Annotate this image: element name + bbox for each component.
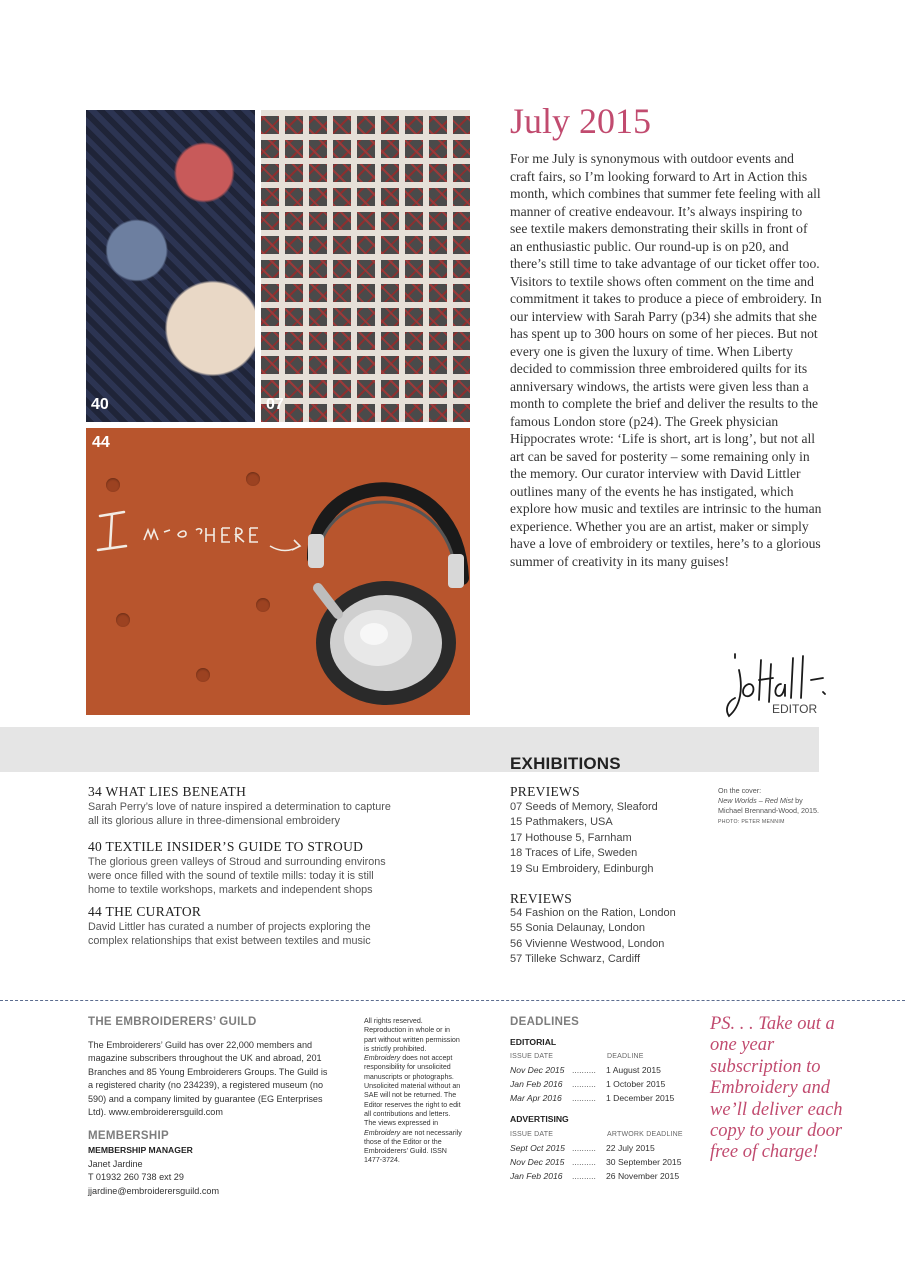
exhibitions-heading: EXHIBITIONS <box>510 754 621 773</box>
issue-date-header: ISSUE DATE <box>510 1131 554 1138</box>
issue-date: Mar Apr 2016 <box>510 1093 562 1103</box>
subscription-promo[interactable]: PS. . . Take out a one year subscription to Embroidery and we’ll deliver each copy to your door free of charge! <box>710 1014 843 1163</box>
issue-date: Nov Dec 2015 <box>510 1157 565 1167</box>
feature-desc: all its glorious allure in three-dimensional embroidery <box>88 815 341 827</box>
membership-heading: MEMBERSHIP <box>88 1130 169 1142</box>
deadline-date: 1 August 2015 <box>606 1065 661 1075</box>
rights-text: are not necessarily those of the Editor or the Embroiderers’ Guild. ISSN 1477-3724. <box>364 1128 462 1165</box>
issue-date-header: ISSUE DATE <box>510 1053 554 1060</box>
feature-desc: Sarah Perry’s love of nature inspired a determination to capture <box>88 801 391 813</box>
contact-name: Janet Jardine <box>88 1159 143 1169</box>
cover-label: On the cover: <box>718 786 762 795</box>
list-item[interactable]: 15 Pathmakers, USA <box>510 816 613 829</box>
deadline-date: 22 July 2015 <box>606 1143 655 1153</box>
advertising-deadlines-label: ADVERTISING <box>510 1114 569 1124</box>
issue-date: Jan Feb 2016 <box>510 1171 563 1181</box>
editorial-deadlines-label: EDITORIAL <box>510 1037 557 1047</box>
list-item[interactable]: 54 Fashion on the Ration, London <box>510 907 676 919</box>
page-number-label: 07 <box>266 396 284 413</box>
feature-title: 44 THE CURATOR <box>88 904 202 919</box>
editorial-body: For me July is synonymous with outdoor events and craft fairs, so I’m looking forward to Art in Action this month, which combines that summer fete feeling with all manner of creative endeavour. It’s always inspiring to see textile makers demonstrating their skills in front of an enthusiastic public. Our round-up is on p20, and there’s still time to take advantage of our ticket offer too. Visitors to textile shows often comment on the time and commitment it takes to produce a piece of embroidery. In our interview with Sarah Parry (p34) she admits that she has spent up to 300 hours on some of her pieces. But not every one is given the luxury of time. When Liberty decided to commission three embroidered quilts for its anniversary windows, the artists were given less than a month to complete the brief and deliver the results to the famous London store (p24). The Greek physician Hippocrates wrote: ‘Life is short, art is long’, but not all art can be saved for posterity – some remaining only in the memory. Our curator interview with David Littler outlines many of the events he has instigated, which explore how music and textiles are intrinsic to the human experience. Whether you are an artist, maker or simply have a love of embroidery or textiles, here’s to a glorious summer of creativity in its many guises! <box>510 151 822 569</box>
cover-work: New Worlds – Red Mist <box>718 796 794 805</box>
previews-heading: PREVIEWS <box>510 784 580 799</box>
list-item[interactable]: 17 Hothouse 5, Farnham <box>510 831 632 844</box>
membership-subheading: MEMBERSHIP MANAGER <box>88 1145 193 1155</box>
deadlines-heading: DEADLINES <box>510 1016 580 1028</box>
contact-phone: T 01932 260 738 ext 29 <box>88 1172 184 1183</box>
cover-photo-embroidered-bags <box>86 110 255 422</box>
list-item[interactable]: 55 Sonia Delaunay, London <box>510 922 645 935</box>
issue-date: Jan Feb 2016 <box>510 1079 563 1089</box>
deadline-row: Nov Dec 2015 .......... 1 August 2015 <box>510 1065 661 1075</box>
cover-photo-credit: PHOTO: PETER MENNIM <box>718 819 785 825</box>
reviews-heading: REVIEWS <box>510 891 573 906</box>
page-number-label: 40 <box>91 396 109 413</box>
feature-desc: were once filled with the sound of textile mills: today it is still <box>88 870 374 882</box>
magazine-name: Embroidery <box>364 1128 401 1137</box>
list-item[interactable]: 57 Tilleke Schwarz, Cardiff <box>510 953 641 966</box>
reviews-list <box>510 906 676 968</box>
deadline-date: 26 November 2015 <box>606 1171 680 1181</box>
feature-item[interactable] <box>88 784 428 828</box>
list-item[interactable]: 18 Traces of Life, Sweden <box>510 847 638 860</box>
guild-body: The Embroiderers’ Guild has over 22,000 members and magazine subscribers throughout the UK and abroad, 201 Branches and 85 Young Embroiderers Groups. The Guild is a registered charity (no 234239), a registered museum (no 590) and a company limited by guarantee (EG Enterprises Ltd). www.embroiderersguild.com <box>88 1040 328 1118</box>
deadline-row: Mar Apr 2016 .......... 1 December 2015 <box>510 1093 675 1103</box>
deadline-header: DEADLINE <box>607 1053 644 1060</box>
feature-title: 40 TEXTILE INSIDER’S GUIDE TO STROUD <box>88 839 364 854</box>
rights-notice <box>364 1017 464 1166</box>
list-item[interactable]: 19 Su Embroidery, Edinburgh <box>510 862 654 875</box>
deadline-row: Sept Oct 2015 .......... 22 July 2015 <box>510 1143 655 1153</box>
editor-role: EDITOR <box>772 702 818 716</box>
deadline-date: 1 October 2015 <box>606 1079 666 1089</box>
feature-desc: home to textile workshops, markets and independent shops <box>88 884 373 896</box>
feature-desc: David Littler has curated a number of projects exploring the <box>88 921 371 933</box>
contact-email[interactable]: jjardine@embroiderersguild.com <box>88 1185 220 1196</box>
membership-contact <box>88 1158 219 1198</box>
previews-list <box>510 800 658 877</box>
deadline-row: Jan Feb 2016 .......... 26 November 2015 <box>510 1171 680 1181</box>
magazine-name: Embroidery <box>364 1054 401 1063</box>
photo-lattice-embroidery <box>261 110 470 422</box>
page-number-label: 44 <box>92 434 110 451</box>
deadline-date: 30 September 2015 <box>606 1157 682 1167</box>
issue-date: Sept Oct 2015 <box>510 1143 565 1153</box>
editorial-title: July 2015 <box>510 101 652 141</box>
feature-item[interactable] <box>88 839 428 897</box>
list-item[interactable]: 56 Vivienne Westwood, London <box>510 937 665 950</box>
deadline-row: Jan Feb 2016 .......... 1 October 2015 <box>510 1079 666 1089</box>
rights-text: does not accept responsibility for unsolicited manuscripts or photographs. Unsolicited material without an SAE will not be returned. The Editor reserves the right to edit all contributions and letters. The views expressed in <box>364 1054 461 1128</box>
feature-desc: complex relationships that exist between textiles and music <box>88 935 371 947</box>
cover-artist: by Michael Brennand-Wood, 2015. <box>718 796 819 815</box>
rights-text: All rights reserved. Reproduction in whole or in part without written permission is strictly prohibited. <box>364 1017 460 1053</box>
feature-title: 34 WHAT LIES BENEATH <box>88 784 247 799</box>
photo-headphones-on-sofa <box>86 428 470 715</box>
deadline-date: 1 December 2015 <box>606 1093 675 1103</box>
cover-credit <box>718 786 828 827</box>
feature-desc: The glorious green valleys of Stroud and surrounding environs <box>88 856 386 868</box>
guild-heading: THE EMBROIDERERS’ GUILD <box>88 1016 257 1028</box>
dashed-divider <box>0 1000 905 1001</box>
artwork-deadline-header: ARTWORK DEADLINE <box>607 1131 683 1138</box>
issue-date: Nov Dec 2015 <box>510 1065 565 1075</box>
feature-item[interactable] <box>88 904 428 948</box>
headphones-illustration <box>86 428 470 715</box>
section-band <box>0 727 819 772</box>
list-item[interactable]: 07 Seeds of Memory, Sleaford <box>510 801 658 813</box>
deadline-row: Nov Dec 2015 .......... 30 September 2015 <box>510 1157 682 1167</box>
